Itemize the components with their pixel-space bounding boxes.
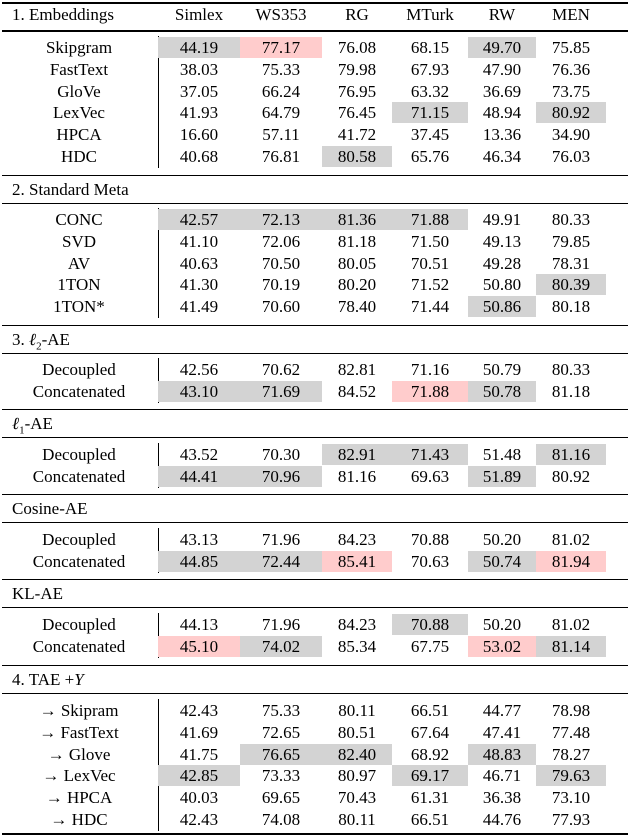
bottom-rule (2, 833, 628, 835)
row-label: Skipgram (45, 38, 113, 57)
value-cell: 49.28 (482, 253, 522, 273)
table-row (0, 700, 630, 721)
value-cell: 44.13 (179, 615, 219, 634)
value-cell: 41.75 (179, 744, 219, 764)
table-row (0, 253, 630, 274)
value-cell: 48.83 (468, 744, 536, 765)
value-cell: 81.18 (551, 381, 591, 401)
value-cell: 72.06 (261, 231, 301, 251)
value-cell: 71.50 (410, 231, 450, 251)
value-cell: 76.81 (261, 147, 301, 166)
value-cell: 77.48 (551, 722, 591, 742)
value-cell: 44.41 (158, 466, 240, 487)
value-cell: 49.70 (468, 37, 536, 58)
value-cell: 72.44 (240, 551, 322, 572)
value-cell: 82.40 (322, 744, 392, 765)
value-cell: 71.15 (392, 102, 468, 123)
value-cell: 40.03 (179, 788, 219, 808)
value-cell: 70.50 (261, 253, 301, 273)
header-men: MEN (552, 5, 590, 24)
value-cell: 81.94 (536, 551, 606, 572)
value-cell: 80.39 (536, 274, 606, 295)
section-title-l2-ae: 3. ℓ$_2$-AE (12, 330, 70, 353)
value-cell: 68.92 (410, 744, 450, 764)
value-cell: 69.17 (392, 765, 468, 786)
value-cell: 75.85 (551, 38, 591, 57)
section-title-rule (2, 607, 628, 608)
row-label: GloVe (57, 81, 101, 101)
header-rule (2, 30, 628, 32)
value-cell: 64.79 (261, 103, 301, 123)
row-label: 1TON* (53, 297, 105, 317)
value-cell: 67.93 (410, 59, 450, 79)
value-cell: 81.02 (551, 530, 591, 549)
row-label: Decoupled (42, 445, 116, 464)
header-simlex: Simlex (174, 5, 224, 24)
value-cell: 71.88 (392, 209, 468, 230)
value-cell: 70.51 (410, 253, 450, 273)
row-label: Decoupled (42, 530, 116, 549)
value-cell: 46.71 (482, 766, 522, 786)
value-cell: 41.69 (179, 722, 219, 742)
section-title-cosine-ae: Cosine-AE (12, 499, 88, 518)
value-cell: 76.36 (551, 59, 591, 79)
value-cell: 50.79 (482, 360, 522, 379)
table-row (0, 765, 630, 786)
value-cell: 44.77 (482, 701, 522, 720)
value-cell: 42.57 (158, 209, 240, 230)
section-rule (2, 665, 628, 666)
value-cell: 47.41 (482, 722, 522, 742)
row-label: SVD (61, 231, 96, 251)
value-cell: 47.90 (482, 59, 522, 79)
value-cell: 53.02 (468, 636, 536, 657)
table-row (0, 274, 630, 295)
value-cell: 76.03 (551, 147, 591, 166)
value-cell: 70.60 (261, 297, 301, 317)
value-cell: 50.86 (468, 296, 536, 317)
table-row (0, 551, 630, 572)
value-cell: 49.91 (482, 210, 522, 229)
section-title-rule (2, 693, 628, 694)
value-cell: 42.85 (158, 765, 240, 786)
section-title-l1-ae: ℓ$_1$-AE (12, 414, 53, 437)
value-cell: 51.89 (468, 466, 536, 487)
value-cell: 81.18 (337, 231, 377, 251)
value-cell: 79.85 (551, 231, 591, 251)
table-row (0, 636, 630, 657)
value-cell: 41.72 (337, 125, 377, 145)
value-cell: 80.18 (551, 297, 591, 317)
value-cell: 73.33 (261, 766, 301, 786)
value-cell: 50.78 (468, 381, 536, 402)
row-label: → LexVec (42, 766, 116, 786)
value-cell: 78.31 (551, 253, 591, 273)
value-cell: 80.05 (337, 253, 377, 273)
value-cell: 82.91 (322, 444, 392, 465)
value-cell: 68.15 (410, 38, 450, 57)
value-cell: 71.16 (410, 360, 450, 379)
table-row (0, 466, 630, 487)
value-cell: 80.33 (551, 210, 591, 229)
value-cell: 36.38 (482, 788, 522, 808)
value-cell: 71.88 (392, 381, 468, 402)
value-cell: 79.63 (536, 765, 606, 786)
value-cell: 51.48 (482, 445, 522, 464)
value-cell: 71.44 (410, 297, 450, 317)
value-cell: 50.80 (482, 275, 522, 295)
table-row (0, 102, 630, 123)
value-cell: 80.92 (551, 466, 591, 486)
value-cell: 71.96 (261, 530, 301, 549)
value-cell: 70.19 (261, 275, 301, 295)
value-cell: 42.43 (179, 810, 219, 829)
row-label: Decoupled (42, 615, 116, 634)
value-cell: 77.93 (551, 810, 591, 829)
value-cell: 36.69 (482, 81, 522, 101)
value-cell: 49.13 (482, 231, 522, 251)
value-cell: 65.76 (410, 147, 450, 166)
value-cell: 80.11 (338, 701, 376, 720)
value-cell: 45.10 (158, 636, 240, 657)
section-rule (2, 579, 628, 580)
value-cell: 76.45 (337, 103, 377, 123)
value-cell: 13.36 (482, 125, 522, 145)
value-cell: 80.20 (337, 275, 377, 295)
section-title-rule (2, 353, 628, 354)
row-label: Concatenated (32, 551, 126, 571)
value-cell: 70.96 (240, 466, 322, 487)
value-cell: 66.51 (410, 810, 450, 829)
header-mturk: MTurk (406, 5, 454, 24)
table-row (0, 146, 630, 167)
value-cell: 41.93 (179, 103, 219, 123)
value-cell: 76.65 (240, 744, 322, 765)
value-cell: 73.10 (551, 788, 591, 808)
row-label: AV (67, 253, 91, 273)
table-row (0, 124, 630, 145)
table-row (0, 529, 630, 550)
value-cell: 41.30 (179, 275, 219, 295)
value-cell: 74.02 (240, 636, 322, 657)
value-cell: 71.43 (392, 444, 468, 465)
value-cell: 75.33 (261, 701, 301, 720)
row-label: → Glove (47, 744, 111, 764)
row-label: 1TON (57, 275, 101, 295)
value-cell: 76.08 (337, 38, 377, 57)
value-cell: 70.30 (261, 445, 301, 464)
value-cell: 70.62 (261, 360, 301, 379)
table-row (0, 809, 630, 830)
section-title-rule (2, 522, 628, 523)
value-cell: 43.52 (179, 445, 219, 464)
section-rule (2, 494, 628, 495)
value-cell: 80.11 (338, 810, 376, 829)
row-label: → HDC (50, 810, 108, 829)
value-cell: 81.14 (536, 636, 606, 657)
row-label: Concatenated (32, 381, 126, 401)
section-title-standard-meta: 2. Standard Meta (12, 180, 129, 199)
value-cell: 66.24 (261, 81, 301, 101)
value-cell: 44.85 (158, 551, 240, 572)
value-cell: 67.75 (410, 636, 450, 656)
section-title-rule (2, 437, 628, 438)
row-label: Concatenated (32, 466, 126, 486)
value-cell: 46.34 (482, 147, 522, 166)
value-cell: 78.98 (551, 701, 591, 720)
value-cell: 43.10 (158, 381, 240, 402)
value-cell: 37.45 (410, 125, 450, 145)
value-cell: 81.16 (337, 466, 377, 486)
value-cell: 38.03 (179, 59, 219, 79)
value-cell: 82.81 (337, 360, 377, 379)
value-cell: 78.27 (551, 744, 591, 764)
value-cell: 42.56 (179, 360, 219, 379)
value-cell: 57.11 (262, 125, 300, 145)
row-label: → FastText (39, 722, 119, 742)
value-cell: 80.97 (337, 766, 377, 786)
value-cell: 71.52 (410, 275, 450, 295)
value-cell: 81.16 (536, 444, 606, 465)
row-label: FastText (49, 59, 109, 79)
value-cell: 50.20 (482, 530, 522, 549)
value-cell: 85.34 (337, 636, 377, 656)
value-cell: 71.69 (240, 381, 322, 402)
value-cell: 74.08 (261, 810, 301, 829)
value-cell: 81.36 (322, 209, 392, 230)
row-label: HDC (61, 147, 97, 166)
value-cell: 43.13 (179, 530, 219, 549)
value-cell: 73.75 (551, 81, 591, 101)
value-cell: 70.43 (337, 788, 377, 808)
value-cell: 75.33 (261, 59, 301, 79)
section-rule (2, 175, 628, 176)
value-cell: 70.88 (410, 530, 450, 549)
value-cell: 67.64 (410, 722, 450, 742)
value-cell: 50.20 (482, 615, 522, 634)
value-cell: 70.88 (392, 614, 468, 635)
value-cell: 44.19 (158, 37, 240, 58)
table-row (0, 744, 630, 765)
value-cell: 77.17 (240, 37, 322, 58)
table-row (0, 444, 630, 465)
header-section-title: 1. Embeddings (12, 5, 114, 24)
table-row (0, 209, 630, 230)
value-cell: 80.51 (337, 722, 377, 742)
section-title-tae: 4. TAE +Y (12, 670, 84, 689)
header-ws353: WS353 (255, 5, 307, 24)
table-row (0, 231, 630, 252)
value-cell: 16.60 (179, 125, 219, 145)
table-row (0, 296, 630, 317)
value-cell: 63.32 (410, 81, 450, 101)
value-cell: 84.52 (337, 381, 377, 401)
value-cell: 50.74 (468, 551, 536, 572)
row-label: HPCA (56, 125, 102, 145)
value-cell: 80.58 (322, 146, 392, 167)
table-row (0, 359, 630, 380)
value-cell: 66.51 (410, 701, 450, 720)
table-row (0, 787, 630, 808)
row-label: → Skipram (39, 701, 119, 720)
header-rg: RG (345, 5, 369, 24)
value-cell: 80.92 (536, 102, 606, 123)
table-row (0, 381, 630, 402)
row-label: Decoupled (42, 360, 116, 379)
value-cell: 44.76 (482, 810, 522, 829)
row-label: CONC (55, 210, 103, 229)
value-cell: 81.02 (551, 615, 591, 634)
value-cell: 80.33 (551, 360, 591, 379)
section-title-kl-ae: KL-AE (12, 584, 63, 603)
section-rule (2, 409, 628, 410)
value-cell: 79.98 (337, 59, 377, 79)
table-row (0, 37, 630, 58)
value-cell: 78.40 (337, 297, 377, 317)
section-title-rule (2, 203, 628, 204)
value-cell: 40.68 (179, 147, 219, 166)
table-row (0, 81, 630, 102)
value-cell: 71.96 (261, 615, 301, 634)
row-label: Concatenated (32, 636, 126, 656)
value-cell: 69.65 (261, 788, 301, 808)
value-cell: 37.05 (179, 81, 219, 101)
value-cell: 41.10 (179, 231, 219, 251)
value-cell: 84.23 (337, 530, 377, 549)
value-cell: 34.90 (551, 125, 591, 145)
value-cell: 72.65 (261, 722, 301, 742)
row-label: → HPCA (45, 788, 113, 808)
value-cell: 69.63 (410, 466, 450, 486)
table-row (0, 614, 630, 635)
value-cell: 72.13 (240, 209, 322, 230)
table-row (0, 59, 630, 80)
value-cell: 41.49 (179, 297, 219, 317)
table-row (0, 722, 630, 743)
value-cell: 61.31 (410, 788, 450, 808)
value-cell: 76.95 (337, 81, 377, 101)
value-cell: 84.23 (337, 615, 377, 634)
row-label: LexVec (53, 103, 105, 123)
value-cell: 42.43 (179, 701, 219, 720)
section-rule (2, 325, 628, 326)
value-cell: 85.41 (322, 551, 392, 572)
value-cell: 48.94 (482, 103, 522, 123)
header-rw: RW (488, 5, 516, 24)
value-cell: 40.63 (179, 253, 219, 273)
value-cell: 70.63 (410, 551, 450, 571)
